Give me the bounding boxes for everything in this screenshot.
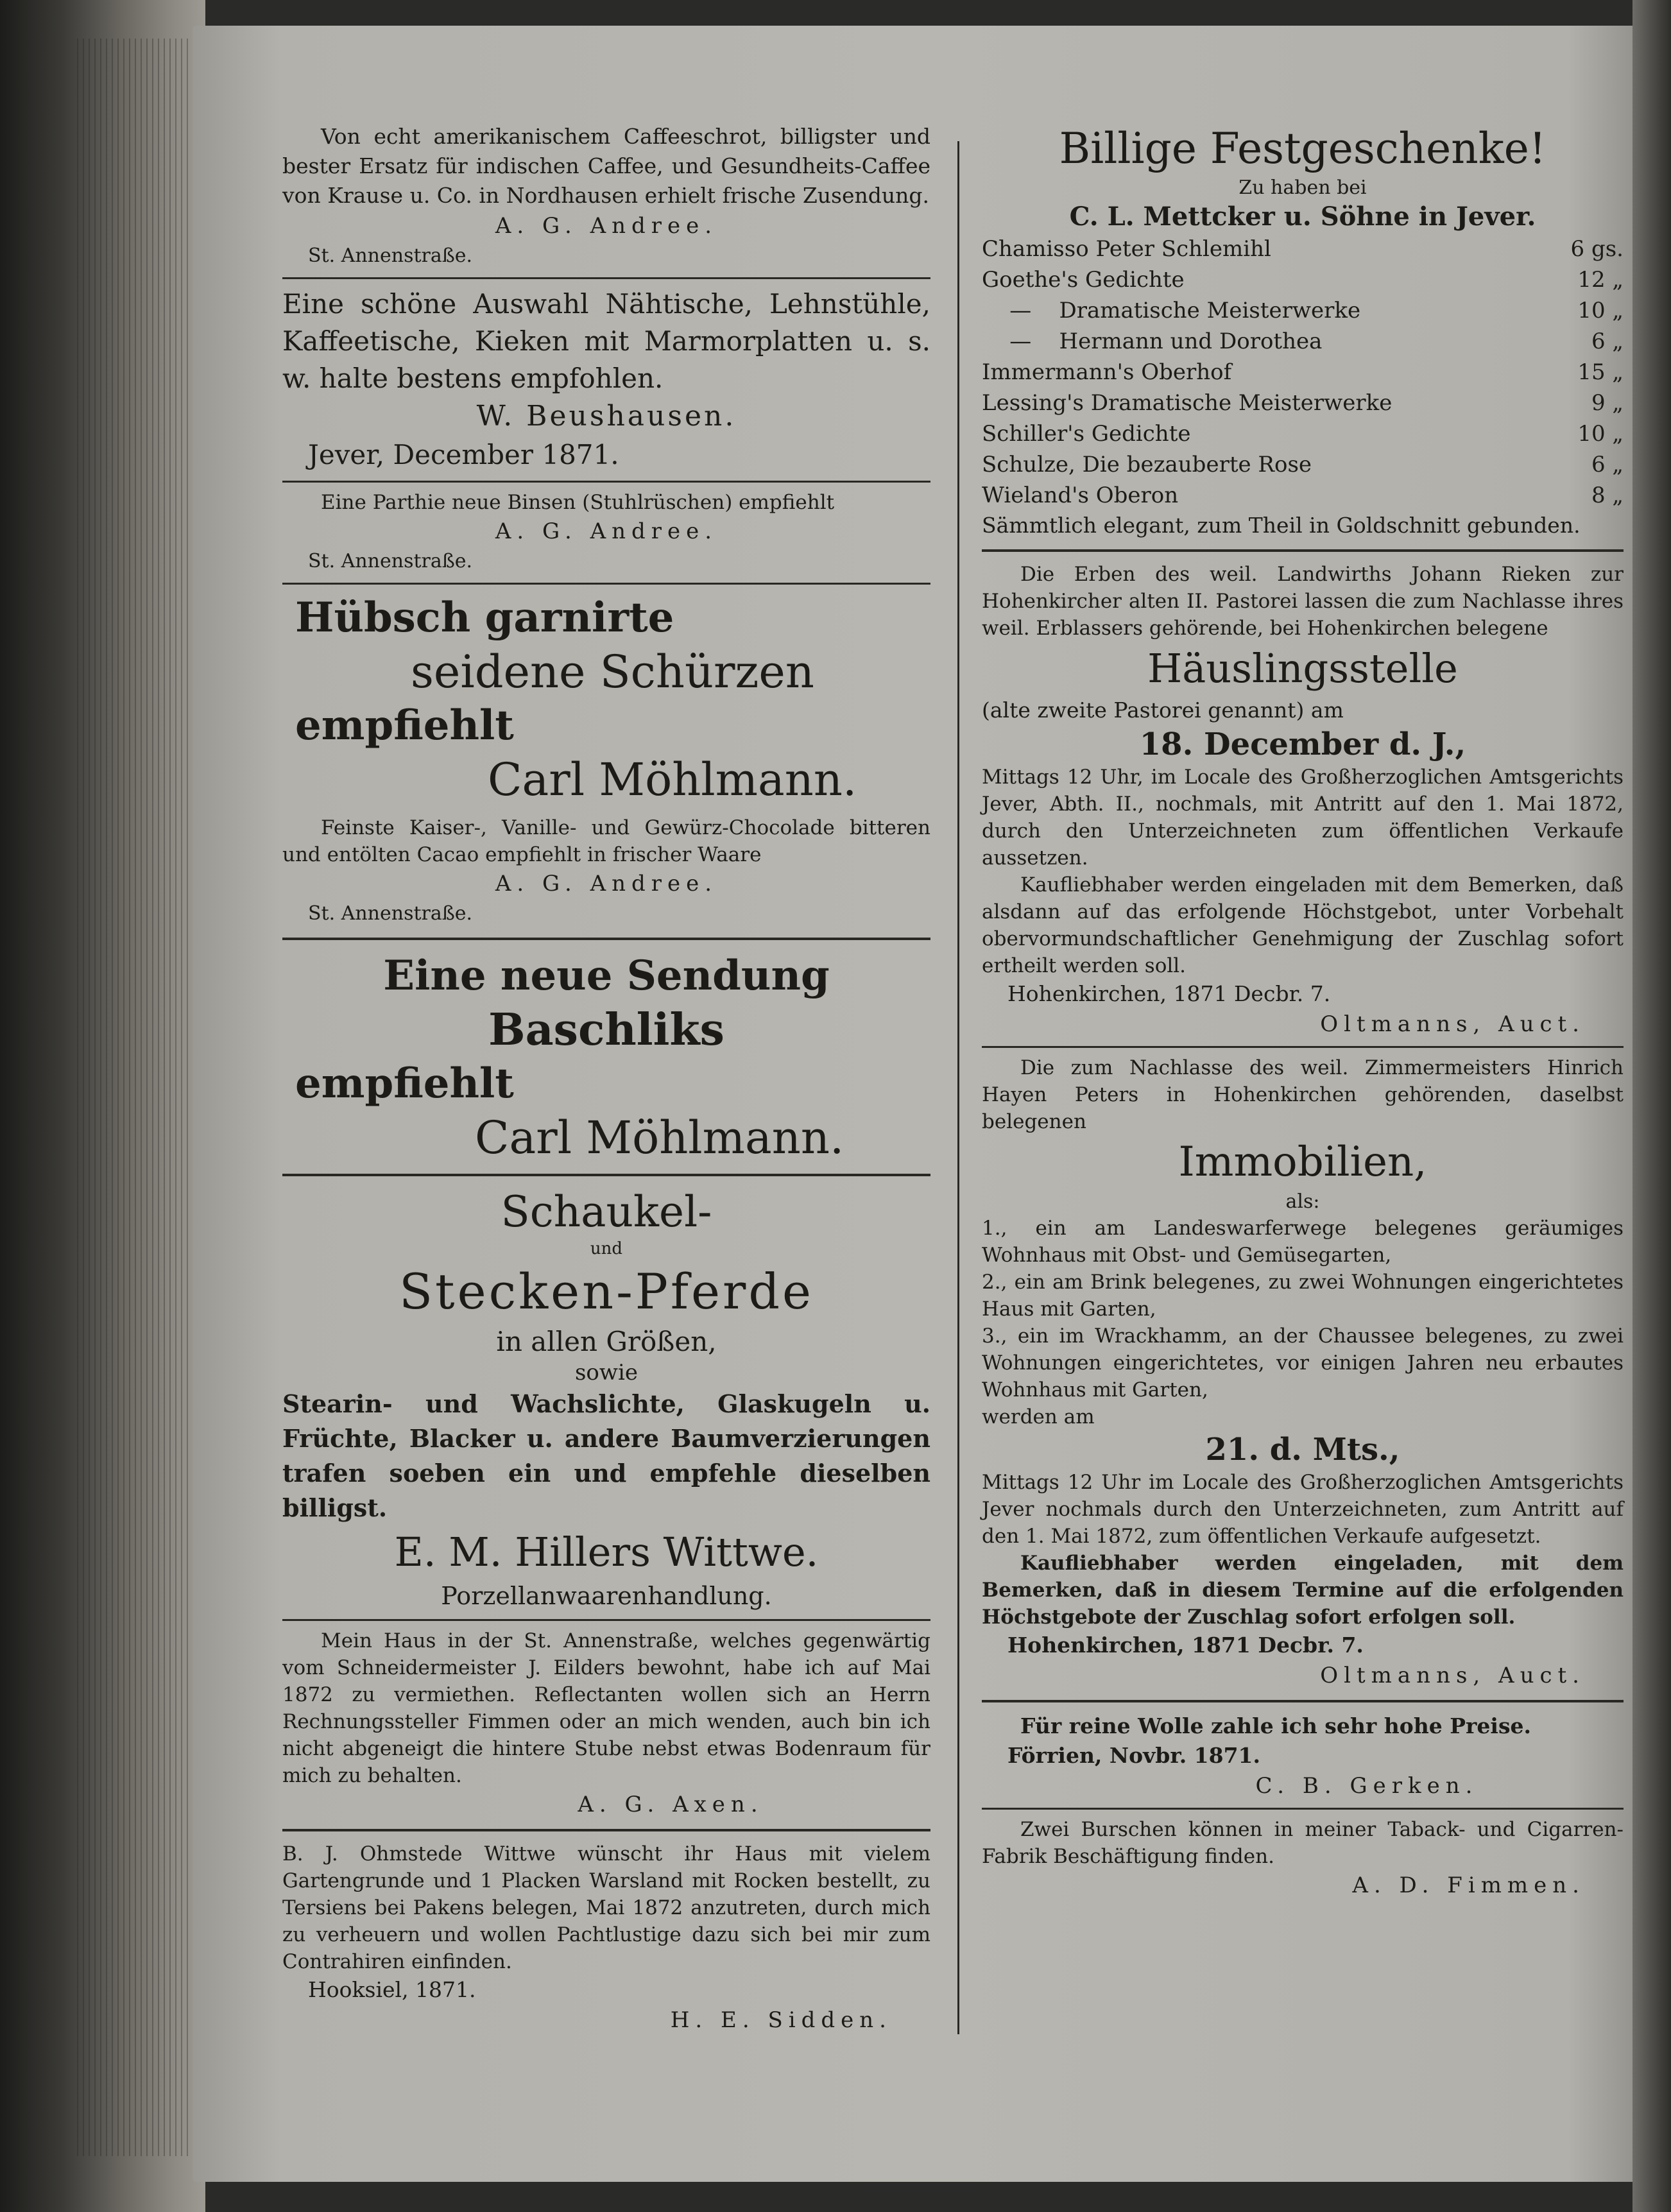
ad-signature: A. G. Axen. — [578, 1792, 764, 1817]
divider — [982, 1700, 1624, 1702]
book-price: 10 „ — [1577, 421, 1624, 447]
ad-festgeschenke — [982, 122, 1624, 540]
book-price: 15 „ — [1577, 359, 1624, 385]
ad-naehtische — [282, 286, 930, 474]
ad-headline: sowie — [574, 1360, 638, 1385]
ad-firm: E. M. Hillers Wittwe. — [394, 1529, 819, 1575]
ad-text: als: — [1285, 1190, 1320, 1213]
price-list-row — [982, 295, 1624, 326]
ad-headline: Stecken-Pferde — [398, 1263, 814, 1320]
ad-text: Die Erben des weil. Landwirths Johann Rieken zur Hohenkircher alten II. Pastorei lassen die zum Nachlasse ihres weil. Erblassers gehörende, bei Hohenkirchen belegene — [982, 563, 1624, 640]
ad-location: Hohenkirchen, 1871 Decbr. 7. — [1007, 1633, 1364, 1658]
ad-location: St. Annenstraße. — [308, 550, 473, 572]
ad-text: werden am — [982, 1405, 1095, 1428]
ad-headline: Häuslingsstelle — [1147, 645, 1458, 692]
ad-text: Mittags 12 Uhr im Locale des Großherzoglichen Amtsgerichts Jever nochmals durch den Unterzeichneten, zum Antritt auf den 1. Mai 1872, zum öffentlichen Verkaufe aufgesetzt. — [982, 1471, 1624, 1548]
book-title: Chamisso Peter Schlemihl — [982, 236, 1271, 262]
divider — [982, 549, 1624, 552]
ad-headline: Schaukel- — [501, 1187, 712, 1237]
ad-signature: A. G. Andree. — [495, 519, 718, 544]
book-price: 9 „ — [1591, 390, 1624, 416]
ad-location: St. Annenstraße. — [308, 902, 473, 925]
binding-shadow — [1632, 0, 1671, 2212]
ad-text: Mittags 12 Uhr, im Locale des Großherzoglichen Amtsgerichts Jever, Abth. II., nochmals, mit Antritt auf den 1. Mai 1872, durch den Unterzeichneten zum öffentlichen Verkaufe aussetzen. — [982, 766, 1624, 870]
divider — [282, 938, 930, 940]
ad-location: Förrien, Novbr. 1871. — [1007, 1743, 1261, 1768]
divider — [282, 583, 930, 585]
ad-text: Stearin- und Wachslichte, Glaskugeln u. Früchte, Blacker u. andere Baumverzierungen trafen soeben ein und empfehle dieselben billigst. — [282, 1389, 930, 1522]
price-list-row — [982, 418, 1624, 449]
ad-haus-vermieten — [282, 1627, 930, 1820]
ad-subline: Zu haben bei — [1238, 176, 1367, 199]
ad-immobilien — [982, 1054, 1624, 1691]
ad-text: Zwei Burschen können in meiner Taback- und Cigarren-Fabrik Beschäftigung finden. — [982, 1818, 1624, 1868]
right-column — [982, 122, 1624, 1901]
ad-haeuslingsstelle — [982, 561, 1624, 1040]
book-title: Goethe's Gedichte — [982, 267, 1185, 293]
ad-footer: Sämmtlich elegant, zum Theil in Goldschnitt gebunden. — [982, 513, 1581, 538]
divider — [282, 481, 930, 483]
ad-location: St. Annenstraße. — [308, 244, 473, 267]
ad-text: Die zum Nachlasse des weil. Zimmermeisters Hinrich Hayen Peters in Hohenkirchen gehörenden, daselbst belegenen — [982, 1056, 1624, 1133]
ad-text: Für reine Wolle zahle ich sehr hohe Preise. — [1020, 1713, 1532, 1738]
ad-date: 18. December d. J., — [1139, 726, 1466, 762]
ad-signature: A. G. Andree. — [495, 871, 718, 896]
column-divider — [957, 141, 959, 2034]
ad-headline: Immobilien, — [1178, 1138, 1427, 1186]
ad-signature: Oltmanns, Auct. — [1320, 1011, 1585, 1037]
ad-text: Kaufliebhaber werden eingeladen, mit dem Bemerken, daß in diesem Termine auf die erfolgenden Höchstgebote der Zuschlag sofort erfolgen soll. — [982, 1552, 1624, 1629]
book-title: Schiller's Gedichte — [982, 421, 1191, 447]
ad-headline: Eine neue Sendung — [383, 952, 830, 1000]
ad-baschliks — [282, 949, 930, 1165]
left-column — [282, 122, 930, 2036]
book-price: 6 gs. — [1570, 236, 1624, 262]
ad-firm: Carl Möhlmann. — [488, 753, 857, 806]
ad-ohmstede — [282, 1840, 930, 2036]
ad-headline: Hübsch garnirte — [295, 594, 674, 642]
ad-text: Feinste Kaiser-, Vanille- und Gewürz-Chocolade bitteren und entölten Cacao empfiehlt in frischer Waare — [282, 816, 930, 866]
ad-headline: seidene Schürzen — [411, 646, 814, 698]
book-edge — [0, 0, 205, 2212]
ad-signature: A. D. Fimmen. — [1352, 1873, 1585, 1898]
ad-binsen — [282, 489, 930, 576]
divider — [282, 1619, 930, 1621]
ad-headline: und — [590, 1239, 623, 1258]
book-title: Lessing's Dramatische Meisterwerke — [982, 390, 1392, 416]
ad-list-item: 3., ein im Wrackhamm, an der Chaussee belegenes, zu zwei Wohnungen eingerichtetes, vor einigen Jahren neu erbautes Wohnhaus mit Garten, — [982, 1325, 1624, 1402]
ad-signature: A. G. Andree. — [495, 213, 718, 239]
ad-list-item: 1., ein am Landeswarferwege belegenes geräumiges Wohnhaus mit Obst- und Gemüsegarten, — [982, 1217, 1624, 1267]
ad-text: Eine Parthie neue Binsen (Stuhlrüschen) empfiehlt — [321, 491, 835, 514]
ad-headline: empfiehlt — [295, 1059, 514, 1108]
ad-firm-sub: Porzellanwaarenhandlung. — [441, 1582, 772, 1610]
price-list-row — [982, 449, 1624, 480]
divider — [282, 277, 930, 279]
book-title: Schulze, Die bezauberte Rose — [982, 452, 1312, 477]
book-price: 12 „ — [1577, 267, 1624, 293]
ad-firm: Carl Möhlmann. — [475, 1111, 844, 1164]
ad-chocolade — [282, 814, 930, 929]
ad-wolle — [982, 1711, 1624, 1801]
ad-headline: Billige Festgeschenke! — [1059, 124, 1547, 173]
price-list-row — [982, 388, 1624, 418]
ad-list-item: 2., ein am Brink belegenes, zu zwei Wohnungen eingerichtetes Haus mit Garten, — [982, 1271, 1624, 1321]
ad-text: Von echt amerikanischem Caffeeschrot, billigster und bester Ersatz für indischen Caffee, und Gesundheits-Caffee von Krause u. Co. in Nordhausen erhielt frische Zusendung. — [282, 124, 930, 208]
ad-text: B. J. Ohmstede Wittwe wünscht ihr Haus mit vielem Gartengrunde und 1 Placken Warsland mit Rocken bestellt, zu Tersiens bei Pakens belegen, Mai 1872 anzutreten, durch mich zu verheuern und wollen Pachtlustige dazu sich bei mir zum Contrahiren einfinden. — [282, 1842, 930, 1973]
ad-headline: empfiehlt — [295, 701, 514, 750]
ad-text: Mein Haus in der St. Annenstraße, welches gegenwärtig vom Schneidermeister J. Eilders bewohnt, habe ich auf Mai 1872 zu vermiethen. Reflectanten wollen sich an Herrn Rechnungssteller Fimmen oder an mich wenden, auch bin ich nicht abgeneigt die hintere Stube nebst etwas Bodenraum für mich zu behalten. — [282, 1629, 930, 1787]
ad-signature: Oltmanns, Auct. — [1320, 1663, 1585, 1688]
book-price: 6 „ — [1591, 452, 1624, 477]
divider — [282, 1829, 930, 1831]
book-price: 8 „ — [1591, 483, 1624, 508]
ad-signature: H. E. Sidden. — [670, 2007, 892, 2033]
book-title: — Hermann und Dorothea — [982, 329, 1323, 354]
book-title: — Dramatische Meisterwerke — [982, 298, 1361, 323]
ad-headline: in allen Größen, — [496, 1326, 717, 1357]
book-price-list — [982, 234, 1624, 511]
ad-headline: Baschliks — [488, 1004, 724, 1056]
ad-firm: C. L. Mettcker u. Söhne in Jever. — [1069, 201, 1536, 232]
price-list-row — [982, 480, 1624, 511]
ad-text: (alte zweite Pastorei genannt) am — [982, 698, 1344, 723]
divider — [982, 1046, 1624, 1048]
price-list-row — [982, 234, 1624, 264]
book-title: Wieland's Oberon — [982, 483, 1179, 508]
ad-signature: W. Beushausen. — [476, 400, 737, 433]
divider — [982, 1808, 1624, 1810]
ad-burschen — [982, 1816, 1624, 1901]
ad-schaukelpferde — [282, 1185, 930, 1613]
page-stack-lines — [77, 39, 205, 2156]
price-list-row — [982, 264, 1624, 295]
divider — [282, 1174, 930, 1176]
ad-caffeeschrot — [282, 122, 930, 271]
price-list-row — [982, 326, 1624, 357]
ad-text: Eine schöne Auswahl Nähtische, Lehnstühle, Kaffeetische, Kieken mit Marmorplatten u. s. w. halte bestens empfohlen. — [282, 288, 930, 394]
ad-signature: C. B. Gerken. — [1255, 1773, 1478, 1799]
ad-location: Hooksiel, 1871. — [308, 1977, 476, 2002]
ad-location: Jever, December 1871. — [308, 439, 619, 470]
book-title: Immermann's Oberhof — [982, 359, 1232, 385]
ad-date: 21. d. Mts., — [1205, 1432, 1400, 1468]
ad-schuerzen — [282, 591, 930, 807]
ad-text: Kaufliebhaber werden eingeladen mit dem Bemerken, daß alsdann auf das erfolgende Höchstgebot, unter Vorbehalt obervormundschaftlicher Genehmigung der Zuschlag sofort ertheilt werden soll. — [982, 873, 1624, 977]
book-price: 10 „ — [1577, 298, 1624, 323]
price-list-row — [982, 357, 1624, 388]
ad-location: Hohenkirchen, 1871 Decbr. 7. — [1007, 981, 1331, 1006]
book-price: 6 „ — [1591, 329, 1624, 354]
